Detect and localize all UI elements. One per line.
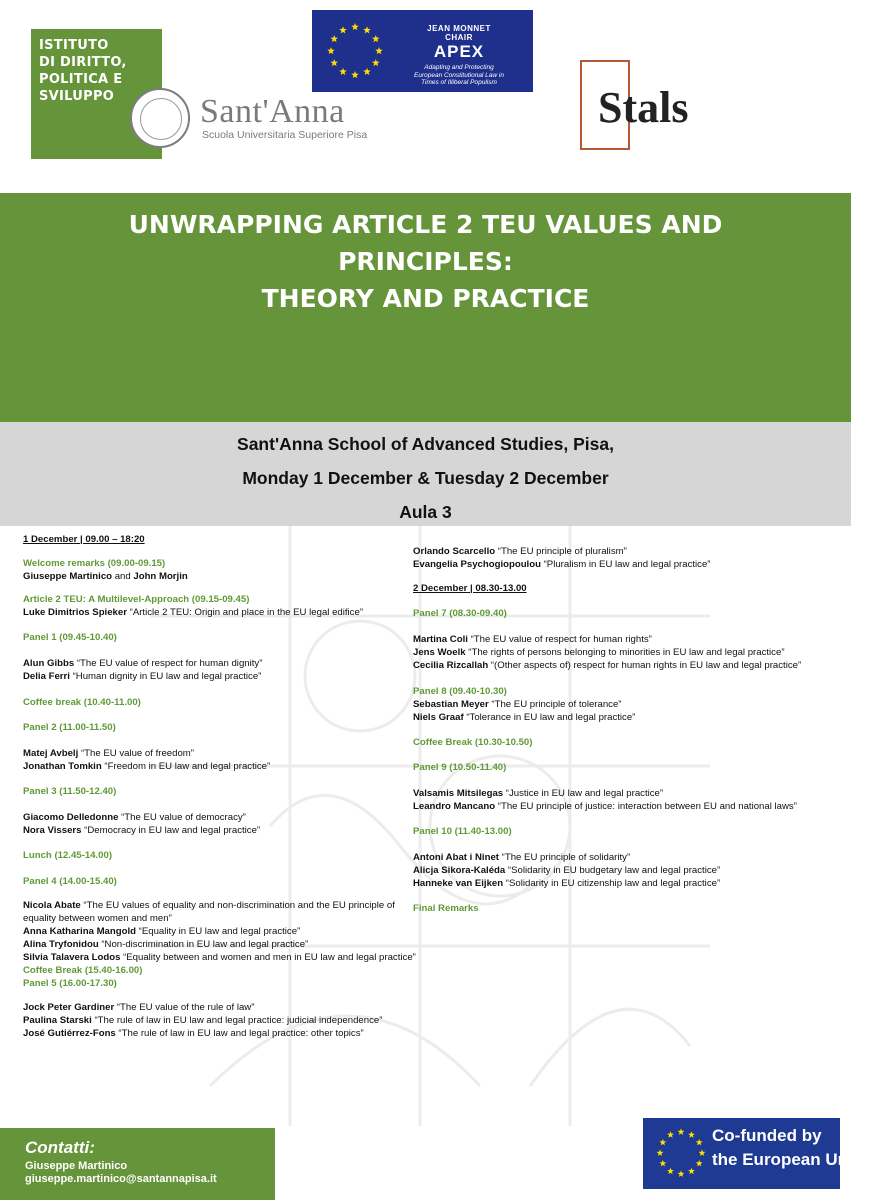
program-date-heading: 2 December | 08.30-13.00 — [413, 583, 527, 594]
contact-heading: Contatti: — [25, 1138, 95, 1157]
program-session-heading: Final Remarks — [413, 903, 479, 914]
speaker-name: Paulina Starski — [23, 1015, 92, 1026]
venue-location: Sant'Anna School of Advanced Studies, Pisa, — [237, 434, 614, 454]
star-icon — [330, 35, 338, 42]
star-icon — [699, 1149, 706, 1156]
program-talk — [23, 748, 194, 761]
speaker-name: Niels Graaf — [413, 712, 464, 723]
talk-title: “The EU values of equality and non-discrimination and the EU principle of — [80, 900, 395, 911]
program-session-heading: Panel 4 (14.00-15.40) — [23, 876, 117, 887]
star-icon — [339, 68, 347, 75]
eu-flag-icon — [650, 1122, 712, 1184]
talk-title: “The EU value of respect for human dignity” — [74, 658, 263, 669]
speaker-name: Cecilia Rizcallah — [413, 660, 489, 671]
apex-title: APEX — [433, 42, 485, 61]
speaker-name: Alun Gibbs — [23, 658, 75, 669]
talk-title: “Human dignity in EU law and legal practice” — [69, 671, 262, 682]
star-icon — [330, 59, 338, 66]
star-icon — [688, 1168, 695, 1175]
speaker-name: José Gutiérrez-Fons — [23, 1028, 116, 1039]
program-session-heading: Coffee Break (10.30-10.50) — [413, 737, 533, 748]
talk-title: “Freedom in EU law and legal practice” — [101, 761, 271, 772]
title-line: THEORY AND PRACTICE — [261, 284, 590, 313]
star-icon — [696, 1160, 703, 1167]
speaker-name: Orlando Scarcello — [413, 546, 496, 557]
program-talk — [23, 812, 246, 825]
program-session-heading: Panel 2 (11.00-11.50) — [23, 722, 116, 733]
star-icon — [688, 1131, 695, 1138]
venue-info — [0, 427, 851, 529]
talk-title: “Non-discrimination in EU law and legal practice” — [98, 939, 309, 950]
star-icon — [678, 1170, 685, 1177]
talk-title: “The EU value of freedom” — [78, 748, 194, 759]
talk-title: “The rule of law in EU law and legal practice: other topics” — [115, 1028, 364, 1039]
venue-dates: Monday 1 December & Tuesday 2 December — [242, 468, 609, 488]
talk-title: “Solidarity in EU citizenship law and legal practice” — [503, 878, 721, 889]
talk-title: “The EU value of democracy” — [118, 812, 246, 823]
apex-jean-monnet: JEAN MONNET CHAIR — [427, 24, 491, 42]
talk-title: “Solidarity in EU budgetary law and legal practice” — [505, 865, 721, 876]
speaker-name: Delia Ferri — [23, 671, 70, 682]
speaker-name: Valsamis Mitsilegas — [413, 788, 504, 799]
talk-title: “The rule of law in EU law and legal practice: judicial independence” — [91, 1015, 383, 1026]
program-date-heading: 1 December | 09.00 – 18:20 — [23, 534, 145, 545]
star-icon — [667, 1131, 674, 1138]
eu-stars-icon — [322, 18, 388, 84]
speaker-name: Leandro Mancano — [413, 801, 496, 812]
stals-logo: Stals — [598, 83, 689, 132]
program-talk — [23, 952, 416, 965]
program-session-heading: Panel 10 (11.40-13.00) — [413, 826, 512, 837]
program-talk — [413, 852, 630, 865]
program-talk — [413, 647, 785, 660]
program-talk — [23, 1002, 254, 1015]
talk-title: “Justice in EU law and legal practice” — [503, 788, 664, 799]
talk-title: “The EU principle of justice: interaction between EU and national laws” — [495, 801, 797, 812]
speaker-name: Hanneke van Eijken — [413, 878, 504, 889]
program-talk — [23, 607, 363, 620]
star-icon — [696, 1139, 703, 1146]
program-session-heading: Panel 1 (09.45-10.40) — [23, 632, 117, 643]
santanna-logo-subtitle: Scuola Universitaria Superiore Pisa — [202, 129, 368, 141]
program-session-heading: Panel 5 (16.00-17.30) — [23, 978, 117, 989]
program-session-heading: Welcome remarks (09.00-09.15) — [23, 558, 166, 569]
speaker-name: Giuseppe Martinico — [23, 571, 113, 582]
apex-logo — [312, 10, 533, 92]
talk-title: “Article 2 TEU: Origin and place in the EU legal edifice” — [126, 607, 364, 618]
program-talk — [413, 660, 801, 673]
star-icon — [659, 1139, 666, 1146]
speaker-name: Jonathan Tomkin — [23, 761, 102, 772]
talk-title: “Democracy in EU law and legal practice” — [81, 825, 261, 836]
contact-name: Giuseppe Martinico — [25, 1160, 128, 1172]
program-talk — [413, 801, 797, 814]
speaker-name: Giacomo Delledonne — [23, 812, 119, 823]
institute-line: POLITICA E — [39, 72, 123, 87]
program-session-heading: Panel 7 (08.30-09.40) — [413, 608, 507, 619]
speaker-name: Anna Katharina Mangold — [23, 926, 136, 937]
program-session-heading: Panel 8 (09.40-10.30) — [413, 686, 507, 697]
talk-title: “Pluralism in EU law and legal practice” — [540, 559, 711, 570]
star-icon — [375, 47, 383, 54]
star-icon — [351, 71, 359, 78]
program-talk — [413, 712, 635, 725]
program-session-heading: Panel 9 (10.50-11.40) — [413, 762, 507, 773]
talk-title: “The EU principle of tolerance” — [488, 699, 622, 710]
talk-title: “The EU principle of pluralism” — [495, 546, 627, 557]
program-talk — [23, 671, 261, 684]
star-icon — [339, 26, 347, 33]
talk-title: “The EU value of respect for human rights” — [467, 634, 652, 645]
talk-title: “The EU principle of solidarity” — [498, 852, 631, 863]
institute-line: ISTITUTO — [39, 38, 109, 53]
program-talk — [413, 546, 627, 559]
program-session-heading: Coffee break (10.40-11.00) — [23, 697, 141, 708]
event-title — [0, 206, 851, 317]
program-talk — [413, 878, 720, 891]
speaker-name: John Morjin — [133, 571, 188, 582]
program-talk — [23, 1015, 382, 1028]
program-talk — [23, 761, 270, 774]
program-talk — [23, 825, 260, 838]
speaker-name: Nicola Abate — [23, 900, 81, 911]
program-talk — [23, 900, 395, 913]
star-icon — [327, 47, 335, 54]
star-icon — [659, 1160, 666, 1167]
santanna-logo-name: Sant'Anna — [200, 93, 345, 130]
star-icon — [678, 1128, 685, 1135]
star-icon — [351, 23, 359, 30]
program-talk-continuation: equality between women and men” — [23, 913, 172, 924]
eu-cofunded-text: Co-funded by the European Union — [712, 1126, 874, 1169]
talk-title: “The rights of persons belonging to minorities in EU law and legal practice” — [465, 647, 785, 658]
program-talk — [413, 559, 711, 572]
star-icon — [372, 59, 380, 66]
program-speakers — [23, 571, 188, 584]
star-icon — [363, 68, 371, 75]
speaker-name: Luke Dimitrios Spieker — [23, 607, 127, 618]
program-talk — [23, 1028, 364, 1041]
speaker-name: Jens Woelk — [413, 647, 466, 658]
title-line: PRINCIPLES: — [338, 247, 513, 276]
speaker-connector: and — [112, 571, 134, 582]
speaker-name: Matej Avbelj — [23, 748, 79, 759]
speaker-name: Alina Tryfonidou — [23, 939, 99, 950]
talk-title: “Equality in EU law and legal practice” — [136, 926, 301, 937]
star-icon — [657, 1149, 664, 1156]
speaker-name: Alicja Sikora-Kaléda — [413, 865, 506, 876]
talk-title: “(Other aspects of) respect for human rights in EU law and legal practice” — [488, 660, 802, 671]
speaker-name: Sebastian Meyer — [413, 699, 489, 710]
apex-subtitle: Adapting and Protecting European Constitutional Law in Times of Illiberal Populism — [414, 64, 504, 86]
program-day2-column — [413, 546, 833, 926]
speaker-name: Antoni Abat i Ninet — [413, 852, 499, 863]
program-talk — [23, 939, 308, 952]
speaker-name: Silvia Talavera Lodos — [23, 952, 121, 963]
talk-title: “Equality between and women and men in EU law and legal practice” — [120, 952, 416, 963]
program-talk — [413, 865, 720, 878]
talk-title: “The EU value of the rule of law” — [114, 1002, 255, 1013]
institute-line: SVILUPPO — [39, 89, 115, 104]
program-talk — [413, 699, 622, 712]
program-talk — [413, 788, 663, 801]
venue-room: Aula 3 — [399, 502, 452, 522]
program-day1-column — [23, 534, 433, 1094]
contact-email[interactable]: giuseppe.martinico@santannapisa.it — [25, 1173, 217, 1185]
speaker-name: Nora Vissers — [23, 825, 82, 836]
talk-title: “Tolerance in EU law and legal practice” — [463, 712, 636, 723]
santanna-seal-icon — [130, 88, 190, 148]
speaker-name: Evangelia Psychogiopoulou — [413, 559, 541, 570]
program-talk — [23, 926, 300, 939]
program-session-heading: Article 2 TEU: A Multilevel-Approach (09.15-09.45) — [23, 594, 250, 605]
star-icon — [667, 1168, 674, 1175]
program-session-heading: Lunch (12.45-14.00) — [23, 850, 113, 861]
program-talk — [23, 658, 262, 671]
star-icon — [363, 26, 371, 33]
speaker-name: Jock Peter Gardiner — [23, 1002, 115, 1013]
title-line: UNWRAPPING ARTICLE 2 TEU VALUES AND — [128, 210, 723, 239]
star-icon — [372, 35, 380, 42]
speaker-name: Martina Coli — [413, 634, 468, 645]
program-session-heading: Coffee Break (15.40-16.00) — [23, 965, 143, 976]
program-talk — [413, 634, 652, 647]
institute-line: DI DIRITTO, — [39, 55, 127, 70]
program-session-heading: Panel 3 (11.50-12.40) — [23, 786, 117, 797]
